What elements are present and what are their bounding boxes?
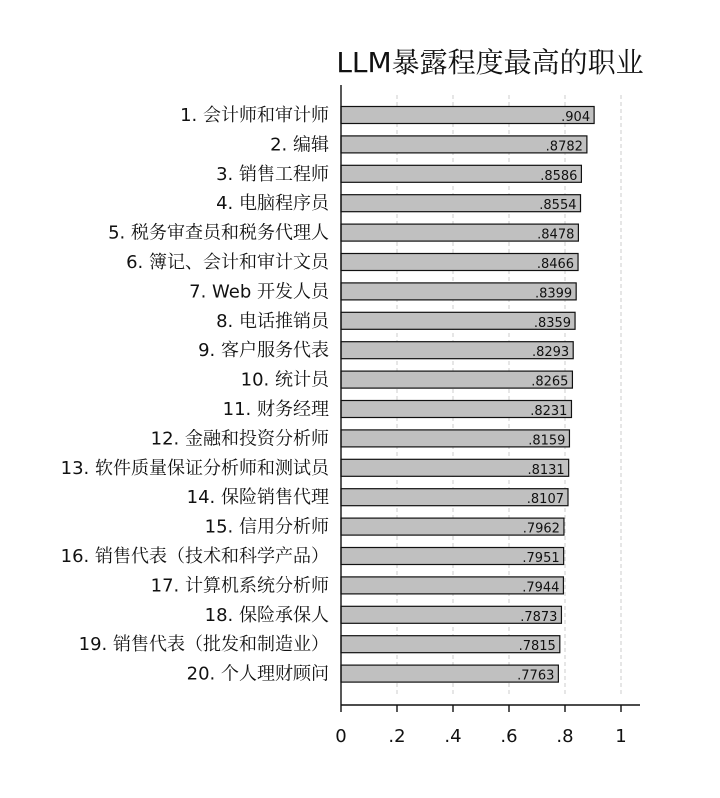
- x-tick-label: .2: [388, 726, 406, 747]
- category-label: 9. 客户服务代表: [198, 340, 329, 362]
- value-label: .8293: [531, 345, 570, 361]
- value-label: .8466: [536, 257, 575, 272]
- category-label: 13. 软件质量保证分析师和测试员: [60, 457, 329, 479]
- value-label: .7763: [517, 668, 555, 684]
- value-label: .8231: [530, 404, 568, 419]
- value-label: .8265: [531, 374, 569, 390]
- value-label: .8131: [527, 462, 565, 478]
- bars-group: [341, 107, 594, 683]
- category-label: 8. 电话推销员: [216, 310, 329, 332]
- category-label: 7. Web 开发人员: [189, 281, 329, 303]
- category-label: 20. 个人理财顾问: [186, 663, 329, 685]
- category-labels: [61, 105, 331, 685]
- category-label: 14. 保险销售代理: [186, 487, 329, 509]
- category-label: 2. 编辑: [270, 134, 329, 156]
- x-tick-label: 0: [335, 726, 347, 747]
- category-label: 5. 税务审查员和税务代理人: [108, 222, 329, 244]
- bar: [341, 107, 594, 124]
- value-label: .7873: [520, 609, 558, 625]
- value-label: .7944: [522, 580, 560, 596]
- category-label: 19. 销售代表（批发和制造业）: [78, 634, 329, 656]
- value-label: .8107: [526, 492, 564, 508]
- category-label: 1. 会计师和审计师: [180, 105, 329, 126]
- value-label: .7951: [522, 551, 560, 566]
- x-tick-label: .8: [556, 726, 574, 747]
- value-label: .7815: [518, 639, 556, 655]
- value-label: .8782: [545, 139, 583, 155]
- value-label: .7962: [522, 521, 560, 537]
- chart-title: LLM暴露程度最高的职业: [336, 46, 644, 79]
- value-label: .8359: [533, 315, 572, 331]
- x-tick-label: 1: [615, 726, 627, 747]
- value-label: .8478: [537, 227, 575, 243]
- category-label: 18. 保险承保人: [204, 604, 329, 626]
- x-tick-label: .6: [500, 726, 518, 747]
- value-label: .8586: [540, 168, 578, 184]
- category-label: 15. 信用分析师: [204, 516, 329, 538]
- category-label: 6. 簿记、会计和审计文员: [126, 252, 329, 273]
- value-label: .8554: [539, 198, 577, 214]
- value-label: .8399: [534, 286, 573, 302]
- category-label: 12. 金融和投资分析师: [150, 428, 329, 450]
- category-label: 4. 电脑程序员: [216, 193, 329, 215]
- category-label: 17. 计算机系统分析师: [150, 575, 329, 597]
- category-label: 10. 统计员: [240, 369, 329, 391]
- category-label: 3. 销售工程师: [216, 163, 329, 185]
- value-label: .8159: [528, 433, 566, 449]
- category-label: 16. 销售代表（技术和科学产品）: [60, 546, 329, 567]
- value-label: .904: [561, 110, 591, 125]
- x-tick-label: .4: [444, 726, 462, 747]
- category-label: 11. 财务经理: [222, 399, 329, 420]
